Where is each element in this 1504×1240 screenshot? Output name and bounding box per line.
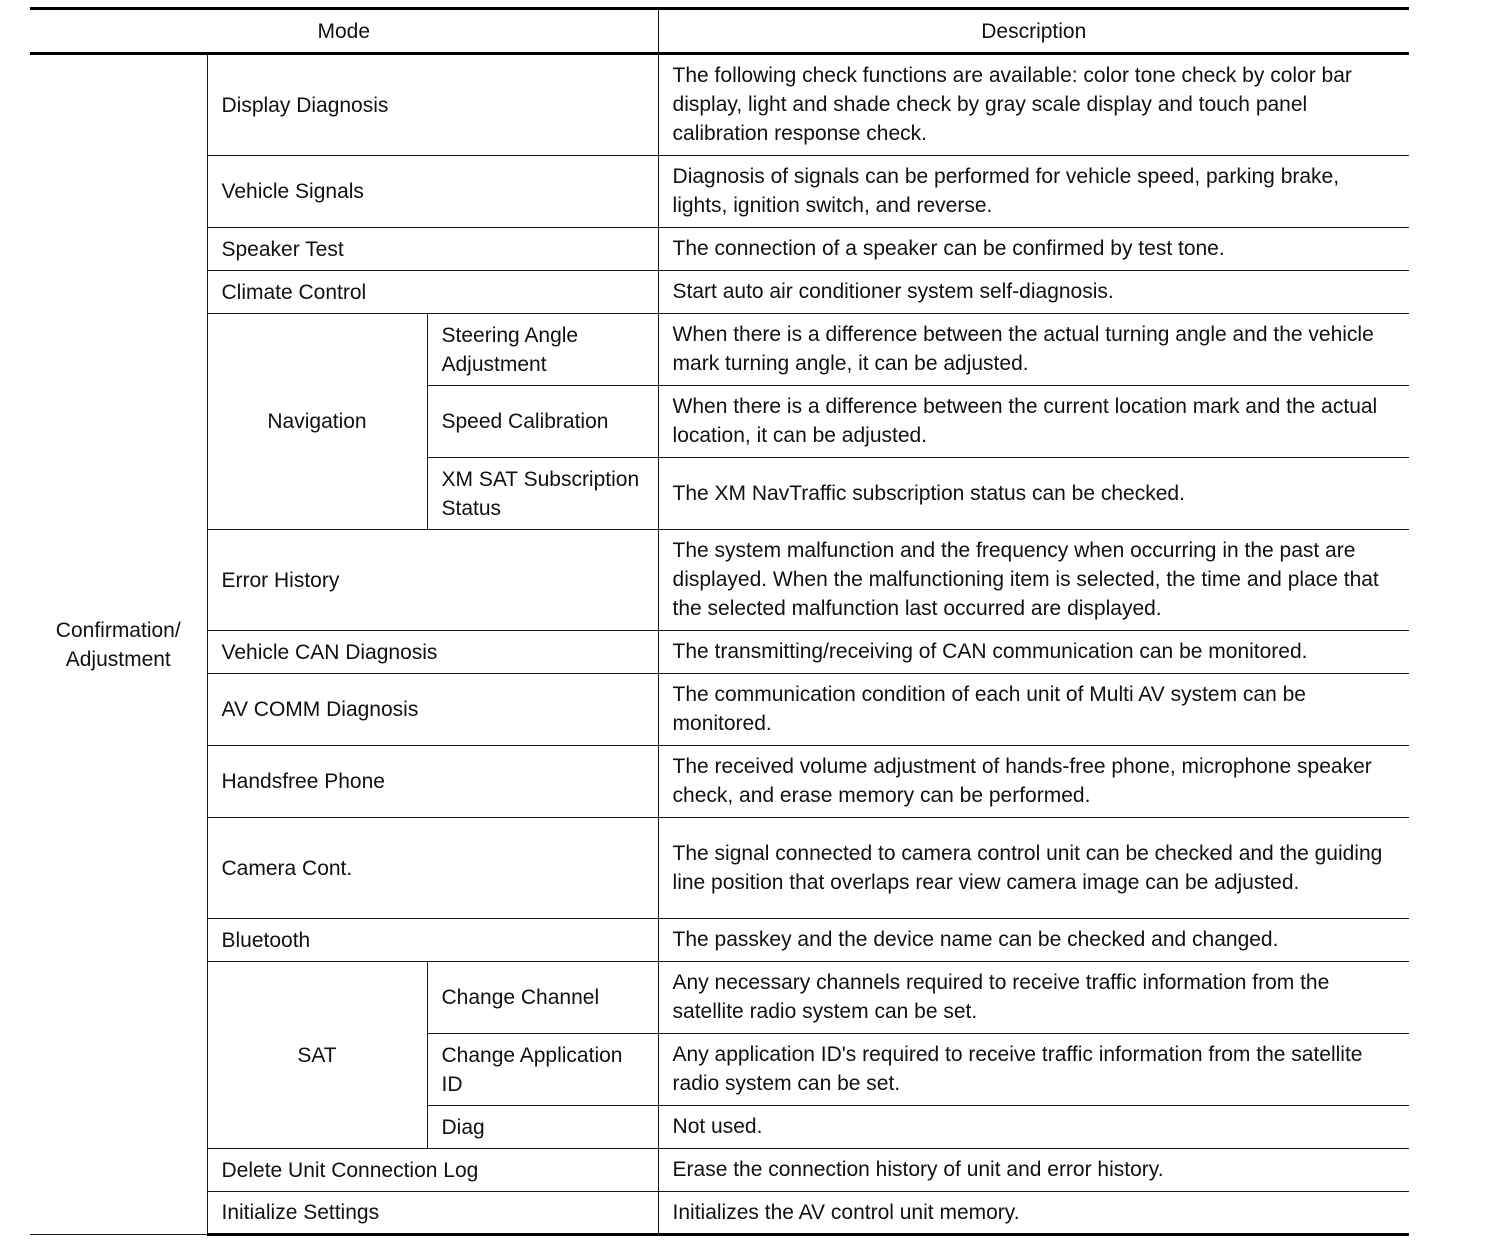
group-label-confirmation-adjustment: Confirmation/ Adjustment (30, 54, 207, 1235)
table-row (30, 746, 1409, 818)
submode-steering-angle-adjustment: Steering Angle Adjustment (427, 314, 658, 386)
table-row (30, 962, 1409, 1034)
description-initialize-settings: Initializes the AV control unit memory. (658, 1192, 1409, 1235)
description-display-diagnosis: The following check functions are available: color tone check by color bar display, light and shade check by gray scale display and touch panel calibration response check. (658, 54, 1409, 156)
description-vehicle-signals: Diagnosis of signals can be performed for vehicle speed, parking brake, lights, ignition switch, and reverse. (658, 156, 1409, 228)
description-xm-sat-subscription-status: The XM NavTraffic subscription status can be checked. (658, 458, 1409, 530)
description-handsfree-phone: The received volume adjustment of hands-free phone, microphone speaker check, and erase memory can be performed. (658, 746, 1409, 818)
description-vehicle-can-diagnosis: The transmitting/receiving of CAN communication can be monitored. (658, 631, 1409, 674)
table-row (30, 919, 1409, 962)
mode-camera-cont: Camera Cont. (207, 818, 658, 919)
submode-diag: Diag (427, 1106, 658, 1149)
description-speed-calibration: When there is a difference between the current location mark and the actual location, it can be adjusted. (658, 386, 1409, 458)
mode-display-diagnosis: Display Diagnosis (207, 54, 658, 156)
mode-initialize-settings: Initialize Settings (207, 1192, 658, 1235)
description-change-application-id: Any application ID's required to receive traffic information from the satellite radio system can be set. (658, 1034, 1409, 1106)
table-row (30, 271, 1409, 314)
table-row (30, 228, 1409, 271)
description-camera-cont: The signal connected to camera control unit can be checked and the guiding line position that overlaps rear view camera image can be adjusted. (658, 818, 1409, 919)
mode-climate-control: Climate Control (207, 271, 658, 314)
submode-change-channel: Change Channel (427, 962, 658, 1034)
table-row (30, 674, 1409, 746)
description-diag: Not used. (658, 1106, 1409, 1149)
table-row (30, 1192, 1409, 1235)
mode-vehicle-signals: Vehicle Signals (207, 156, 658, 228)
table-row (30, 54, 1409, 156)
description-steering-angle-adjustment: When there is a difference between the actual turning angle and the vehicle mark turning angle, it can be adjusted. (658, 314, 1409, 386)
header-mode: Mode (30, 9, 658, 54)
description-change-channel: Any necessary channels required to receive traffic information from the satellite radio system can be set. (658, 962, 1409, 1034)
mode-delete-unit-connection-log: Delete Unit Connection Log (207, 1149, 658, 1192)
mode-handsfree-phone: Handsfree Phone (207, 746, 658, 818)
mode-error-history: Error History (207, 530, 658, 631)
table-row (30, 156, 1409, 228)
description-delete-unit-connection-log: Erase the connection history of unit and error history. (658, 1149, 1409, 1192)
table-row (30, 1149, 1409, 1192)
table-row (30, 631, 1409, 674)
mode-speaker-test: Speaker Test (207, 228, 658, 271)
table-row (30, 530, 1409, 631)
table-row (30, 818, 1409, 919)
mode-bluetooth: Bluetooth (207, 919, 658, 962)
table-row (30, 314, 1409, 386)
description-bluetooth: The passkey and the device name can be checked and changed. (658, 919, 1409, 962)
description-error-history: The system malfunction and the frequency when occurring in the past are displayed. When the malfunctioning item is selected, the time and place that the selected malfunction last occurred are displayed. (658, 530, 1409, 631)
table-header-row (30, 9, 1409, 54)
submode-xm-sat-subscription-status: XM SAT Subscription Status (427, 458, 658, 530)
description-av-comm-diagnosis: The communication condition of each unit of Multi AV system can be monitored. (658, 674, 1409, 746)
mode-vehicle-can-diagnosis: Vehicle CAN Diagnosis (207, 631, 658, 674)
description-climate-control: Start auto air conditioner system self-diagnosis. (658, 271, 1409, 314)
header-description: Description (658, 9, 1409, 54)
mode-av-comm-diagnosis: AV COMM Diagnosis (207, 674, 658, 746)
description-speaker-test: The connection of a speaker can be confirmed by test tone. (658, 228, 1409, 271)
mode-navigation: Navigation (207, 314, 427, 530)
mode-sat: SAT (207, 962, 427, 1149)
submode-change-application-id: Change Application ID (427, 1034, 658, 1106)
submode-speed-calibration: Speed Calibration (427, 386, 658, 458)
mode-description-table (30, 7, 1409, 1236)
